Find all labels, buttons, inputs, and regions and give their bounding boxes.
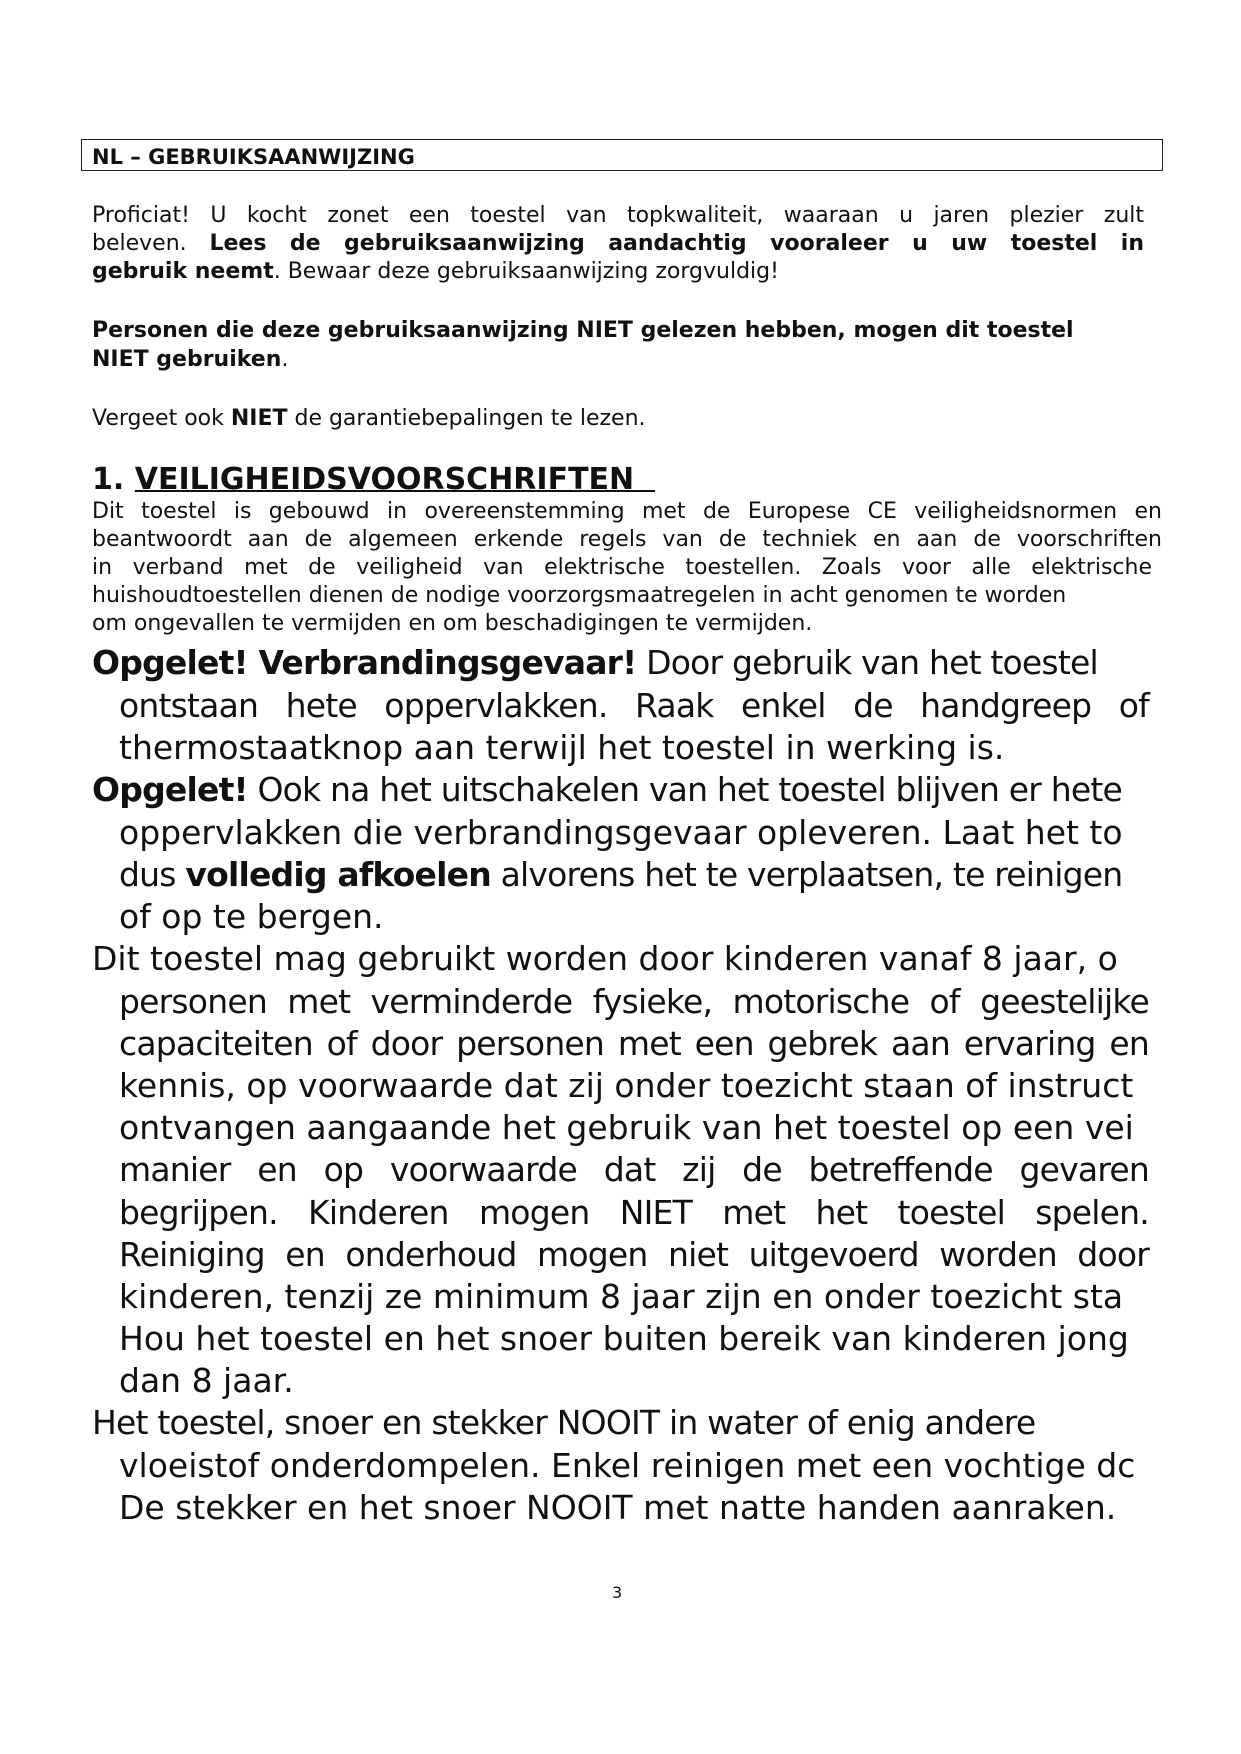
bullet-3-line-11: dan 8 jaar. [119, 1361, 294, 1400]
header-box [81, 139, 1163, 171]
bullet-4-line-1 [92, 1402, 1152, 1447]
page-title: NL – GEBRUIKSAANWIJZING [92, 145, 415, 169]
intro-line-2-bold: Lees de gebruiksaanwijzing aandachtig vooraleer u uw toestel in [209, 231, 1144, 256]
section-body-line-4: huishoudtoestellen dienen de nodige voorzorgsmaatregelen in acht genomen te worden [92, 583, 1067, 608]
bullet-1-line-3: thermostaatknop aan terwijl het toestel in werking is. [119, 728, 1005, 767]
bullet-1-line-2: ontstaan hete oppervlakken. Raak enkel de handgreep of [119, 686, 1149, 725]
section-number: 1. [92, 462, 125, 497]
bullet-3-line-6: manier en op voorwaarde dat zij de betreffende gevaren [119, 1150, 1149, 1189]
bullet-3-line-1 [92, 938, 1232, 983]
bullet-1-rest: Door gebruik van het toestel [636, 643, 1098, 682]
guarantee-text-c: de garantiebepalingen te lezen. [287, 406, 646, 431]
intro-line-1: Proficiat! U kocht zonet een toestel van topkwaliteit, waaraan u jaren plezier zult [92, 203, 1144, 228]
intro-line-3-normal: . Bewaar deze gebruiksaanwijzing zorgvuldig! [273, 259, 779, 284]
bullet-3-line-3: capaciteiten of door personen met een gebrek aan ervaring en [119, 1024, 1149, 1063]
guarantee-text-a: Vergeet ook [92, 406, 231, 431]
bullet-2-line-3-c: alvorens het te verplaatsen, te reinigen [490, 855, 1123, 894]
warning-line-2-normal: . [281, 347, 289, 372]
bullet-2-rest: Ook na het uitschakelen van het toestel blijven er hete [247, 770, 1122, 809]
guarantee-text-bold: NIET [230, 406, 288, 431]
bullet-4-line-1-text: Het toestel, snoer en stekker NOOIT in water of enig andere [92, 1403, 1036, 1442]
section-heading [92, 462, 655, 497]
section-body-line-2: beantwoordt aan de algemeen erkende regels van de techniek en aan de voorschriften [92, 527, 1162, 552]
bullet-2-line-3-a: dus [119, 855, 186, 894]
section-body-line-1: Dit toestel is gebouwd in overeenstemming met de Europese CE veiligheidsnormen en [92, 499, 1162, 524]
intro-line-2 [92, 230, 1144, 258]
bullet-3-line-4: kennis, op voorwaarde dat zij onder toezicht staan of instruct [119, 1066, 1134, 1105]
bullet-3-line-5: ontvangen aangaande het gebruik van het toestel op een vei [119, 1108, 1134, 1147]
bullet-3-line-10: Hou het toestel en het snoer buiten bereik van kinderen jong [119, 1319, 1129, 1358]
intro-line-3 [92, 258, 779, 286]
page-number: 3 [612, 1583, 623, 1602]
bullet-4-line-3: De stekker en het snoer NOOIT met natte handen aanraken. [119, 1488, 1117, 1527]
bullet-3-line-8: Reiniging en onderhoud mogen niet uitgevoerd worden door [119, 1235, 1149, 1274]
bullet-2-line-4: of op te bergen. [119, 897, 384, 936]
bullet-3-line-1-text: Dit toestel mag gebruikt worden door kinderen vanaf 8 jaar, o [92, 939, 1118, 978]
bullet-2-bold: Opgelet! [92, 770, 248, 809]
bullet-4-line-2: vloeistof onderdompelen. Enkel reinigen met een vochtige dc [119, 1446, 1136, 1485]
bullet-2-line-3-bold: volledig afkoelen [185, 855, 491, 894]
section-title: VEILIGHEIDSVOORSCHRIFTEN [134, 462, 635, 497]
bullet-3-line-9: kinderen, tenzij ze minimum 8 jaar zijn en onder toezicht sta [119, 1277, 1124, 1316]
section-body-line-5: om ongevallen te vermijden en om beschadigingen te vermijden. [92, 611, 813, 636]
warning-line-2 [92, 346, 288, 374]
bullet-2-line-1 [92, 769, 1122, 814]
warning-line-2-bold: NIET gebruiken [92, 347, 282, 372]
bullet-3-line-7: begrijpen. Kinderen mogen NIET met het toestel spelen. [119, 1193, 1149, 1232]
guarantee-line [92, 405, 646, 433]
bullet-2-line-3 [119, 854, 1122, 896]
section-body-line-3: in verband met de veiligheid van elektrische toestellen. Zoals voor alle elektrische [92, 555, 1152, 580]
bullet-3-line-2: personen met verminderde fysieke, motorische of geestelijke [119, 982, 1149, 1021]
bullet-2-line-2: oppervlakken die verbrandingsgevaar opleveren. Laat het to [119, 813, 1123, 852]
intro-line-3-bold: gebruik neemt [92, 259, 274, 284]
bullet-1-line-1 [92, 642, 1098, 687]
intro-line-2-normal: beleven. [92, 231, 210, 256]
bullet-1-bold: Opgelet! Verbrandingsgevaar! [92, 643, 637, 682]
warning-line-1: Personen die deze gebruiksaanwijzing NIET gelezen hebben, mogen dit toestel [92, 318, 1074, 343]
